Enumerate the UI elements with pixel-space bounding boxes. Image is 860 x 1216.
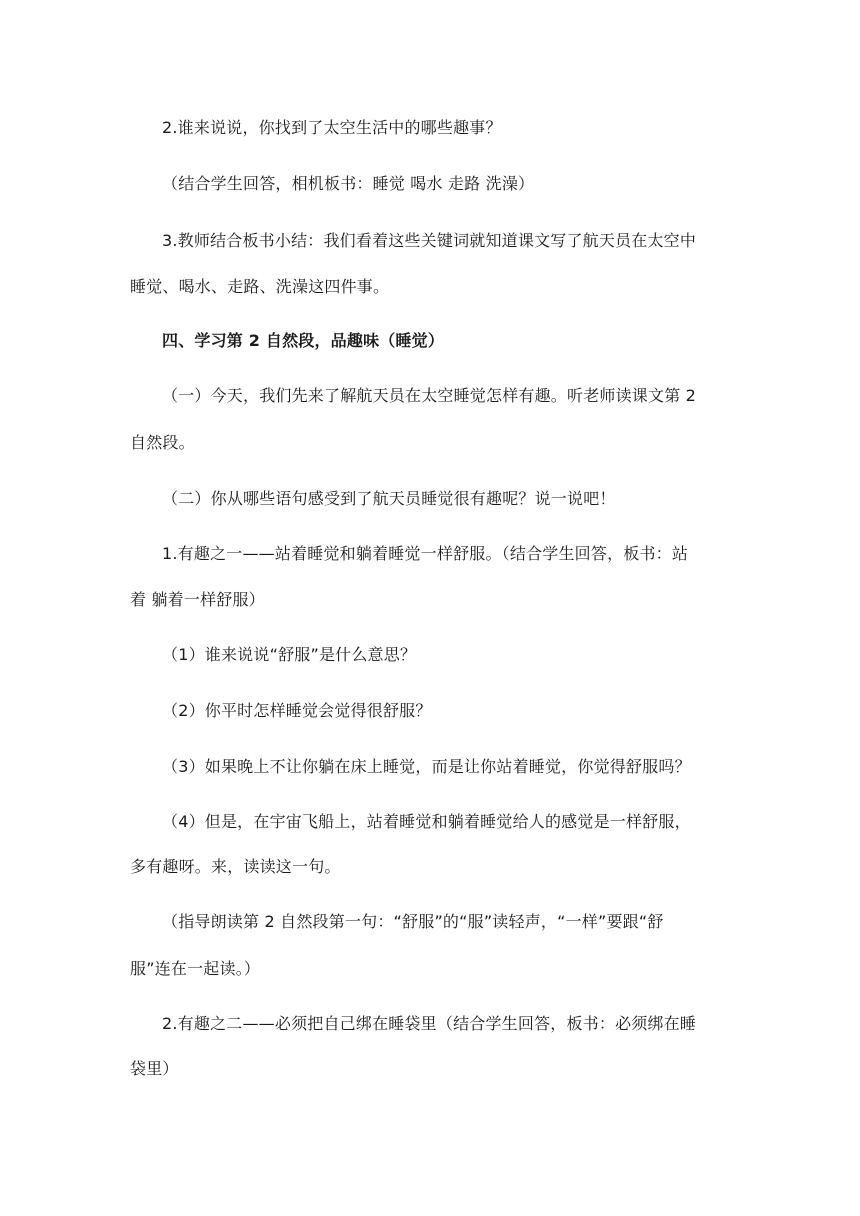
section-heading-4: 四、学习第 2 自然段，品趣味（睡觉）: [162, 331, 445, 350]
paragraph-sub2: （2）你平时怎样睡觉会觉得很舒服？: [162, 701, 432, 720]
paragraph-fun1-line2: 着 躺着一样舒服）: [130, 590, 265, 609]
paragraph-summary-3-line2: 睡觉、喝水、走路、洗澡这四件事。: [130, 277, 390, 296]
paragraph-sub1: （1）谁来说说“舒服”是什么意思？: [162, 645, 417, 664]
paragraph-sub3: （3）如果晚上不让你躺在床上睡觉，而是让你站着睡觉，你觉得舒服吗？: [162, 757, 691, 776]
paragraph-sub4-line2: 多有趣呀。来，读读这一句。: [130, 857, 341, 876]
paragraph-summary-3-line1: 3.教师结合板书小结：我们看着这些关键词就知道课文写了航天员在太空中: [162, 231, 697, 250]
paragraph-part1-line2: 自然段。: [130, 433, 195, 452]
paragraph-reading-guide-line1: （指导朗读第 2 自然段第一句：“舒服”的“服”读轻声，“一样”要跟“舒: [162, 912, 664, 931]
paragraph-part1-line1: （一）今天，我们先来了解航天员在太空睡觉怎样有趣。听老师读课文第 2: [162, 386, 697, 405]
paragraph-sub4-line1: （4）但是，在宇宙飞船上，站着睡觉和躺着睡觉给人的感觉是一样舒服，: [162, 812, 691, 831]
paragraph-question-2: 2.谁来说说，你找到了太空生活中的哪些趣事？: [162, 118, 502, 137]
paragraph-fun2-line1: 2.有趣之二——必须把自己绑在睡袋里（结合学生回答，板书：必须绑在睡: [162, 1014, 697, 1033]
paragraph-fun2-line2: 袋里）: [130, 1059, 179, 1078]
paragraph-fun1-line1: 1.有趣之一——站着睡觉和躺着睡觉一样舒服。（结合学生回答，板书：站: [162, 544, 689, 563]
paragraph-reading-guide-line2: 服”连在一起读。）: [130, 959, 261, 978]
paragraph-board-note-1: （结合学生回答，相机板书：睡觉 喝水 走路 洗澡）: [162, 174, 535, 193]
paragraph-part2: （二）你从哪些语句感受到了航天员睡觉很有趣呢？说一说吧！: [162, 489, 616, 508]
